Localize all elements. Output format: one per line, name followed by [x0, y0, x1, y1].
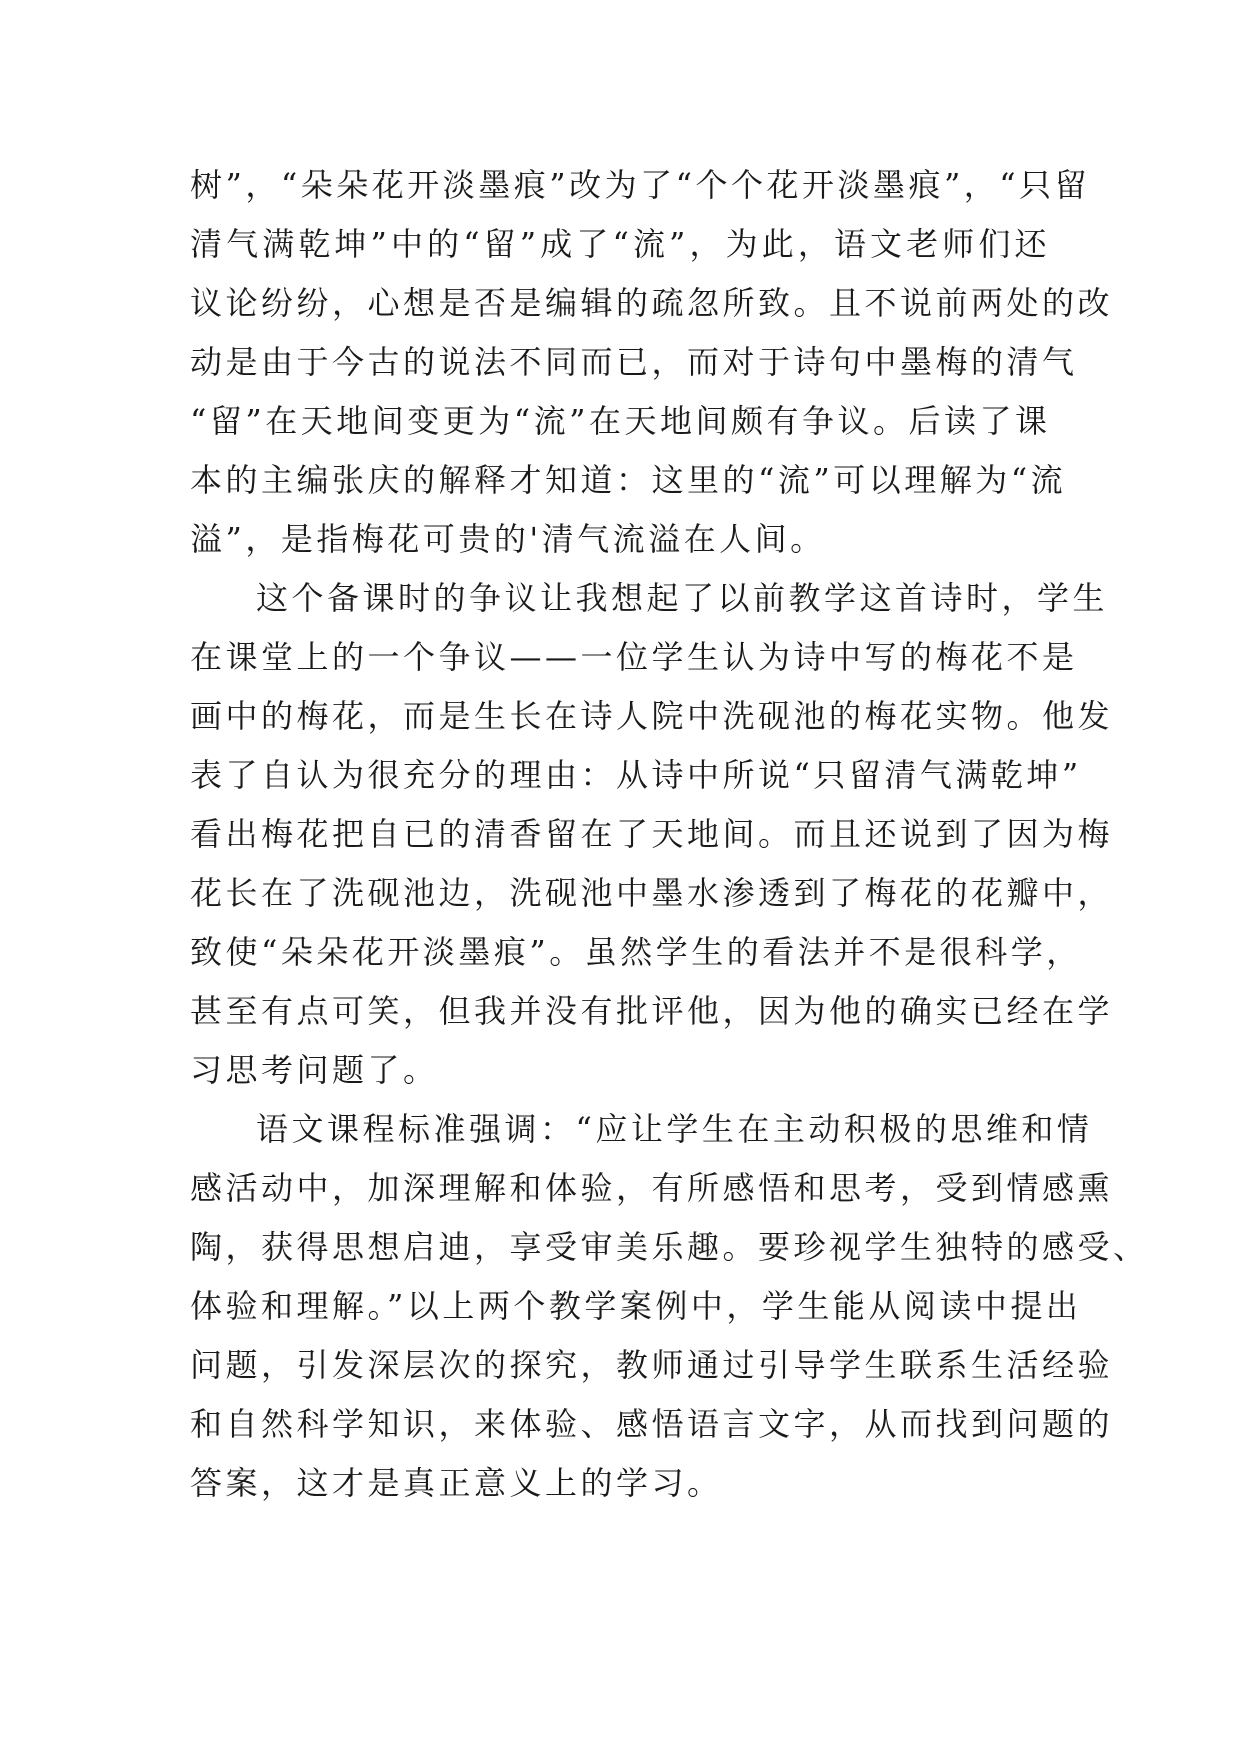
text-line: 在课堂上的一个争议——一位学生认为诗中写的梅花不是 — [190, 638, 1078, 676]
text-line: 问题，引发深层次的探究，教师通过引导学生联系生活经验 — [190, 1346, 1114, 1384]
text-line: 花长在了洗砚池边，洗砚池中墨水渗透到了梅花的花瓣中， — [190, 874, 1114, 912]
text-line: 习思考问题了。 — [190, 1051, 439, 1089]
text-line: 溢”，是指梅花可贵的'清气流溢在人间。 — [190, 520, 826, 558]
text-line: 这个备课时的争议让我想起了以前教学这首诗时，学生 — [256, 579, 1109, 617]
text-line: 本的主编张庆的解释才知道：这里的“流”可以理解为“流 — [190, 461, 1067, 499]
text-line: 画中的梅花，而是生长在诗人院中洗砚池的梅花实物。他发 — [190, 697, 1114, 735]
text-line: 动是由于今古的说法不同而已，而对于诗句中墨梅的清气 — [190, 343, 1078, 381]
text-line: 议论纷纷，心想是否是编辑的疏忽所致。且不说前两处的改 — [190, 284, 1114, 322]
text-line: 感活动中，加深理解和体验，有所感悟和思考，受到情感熏 — [190, 1169, 1114, 1207]
paragraph-1 — [190, 156, 1114, 569]
document-body — [190, 156, 1149, 1513]
text-line: 看出梅花把自已的清香留在了天地间。而且还说到了因为梅 — [190, 815, 1114, 853]
paragraph-3 — [190, 1100, 1149, 1513]
text-line: 表了自认为很充分的理由：从诗中所说“只留清气满乾坤” — [190, 756, 1082, 794]
text-line: 陶，获得思想启迪，享受审美乐趣。要珍视学生独特的感受、 — [190, 1228, 1149, 1266]
text-line: “留”在天地间变更为“流”在天地间颇有争议。后读了课 — [190, 402, 1051, 440]
paragraph-2 — [190, 569, 1114, 1100]
text-line: 语文课程标准强调：“应让学生在主动积极的思维和情 — [256, 1110, 1093, 1148]
text-line: 和自然科学知识，来体验、感悟语言文字，从而找到问题的 — [190, 1405, 1114, 1443]
text-line: 甚至有点可笑，但我并没有批评他，因为他的确实已经在学 — [190, 992, 1114, 1030]
text-line: 致使“朵朵花开淡墨痕”。虽然学生的看法并不是很科学， — [190, 933, 1082, 971]
text-line: 答案，这才是真正意义上的学习。 — [190, 1464, 723, 1502]
text-line: 清气满乾坤”中的“留”成了“流”，为此，语文老师们还 — [190, 225, 1050, 263]
text-line: 树”，“朵朵花开淡墨痕”改为了“个个花开淡墨痕”，“只留 — [190, 166, 1091, 204]
text-line: 体验和理解。”以上两个教学案例中，学生能从阅读中提出 — [190, 1287, 1082, 1325]
